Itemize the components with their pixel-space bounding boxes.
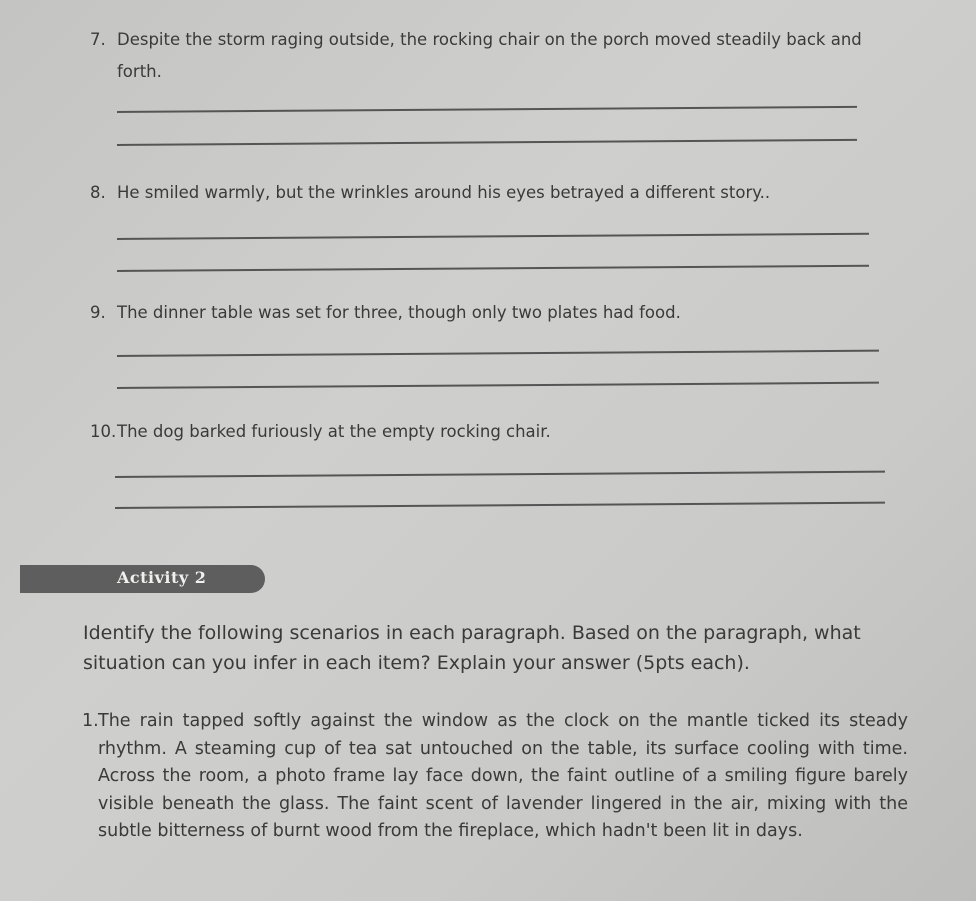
question-number: 9. — [90, 303, 106, 322]
question-text: Despite the storm raging outside, the rocking chair on the porch moved steadily back and forth. — [117, 30, 862, 81]
answer-line — [117, 106, 857, 113]
answer-line — [117, 350, 879, 357]
question-text: He smiled warmly, but the wrinkles around his eyes betrayed a different story.. — [117, 183, 771, 202]
activity-title: Activity 2 — [117, 568, 207, 587]
question-number: 8. — [90, 183, 106, 202]
question-text: The dinner table was set for three, though only two plates had food. — [117, 303, 681, 322]
answer-line — [117, 139, 857, 146]
answer-line — [117, 233, 869, 240]
question-text: The dog barked furiously at the empty rocking chair. — [117, 422, 551, 441]
answer-line — [117, 382, 879, 389]
paragraph-text: The rain tapped softly against the window as the clock on the mantle ticked its steady rhythm. A steaming cup of tea sat untouched on the table, its surface cooling with time. Across the room, a photo frame lay face down, the faint outline of a smiling figure barely visible beneath the glass. The faint scent of lavender lingered in the air, mixing with the subtle bitterness of burnt wood from the fireplace, which hadn't been lit in days. — [98, 711, 908, 841]
question-number: 7. — [90, 30, 106, 49]
answer-line — [117, 265, 869, 272]
paragraph-number: 1. — [82, 711, 99, 731]
answer-line — [115, 502, 885, 509]
question-number: 10. — [90, 422, 117, 441]
answer-line — [115, 471, 885, 478]
scenario-paragraph — [82, 708, 908, 846]
activity-badge — [20, 565, 265, 593]
activity-instructions: Identify the following scenarios in each paragraph. Based on the paragraph, what situation can you infer in each item? Explain your answer (5pts each). — [83, 622, 861, 674]
